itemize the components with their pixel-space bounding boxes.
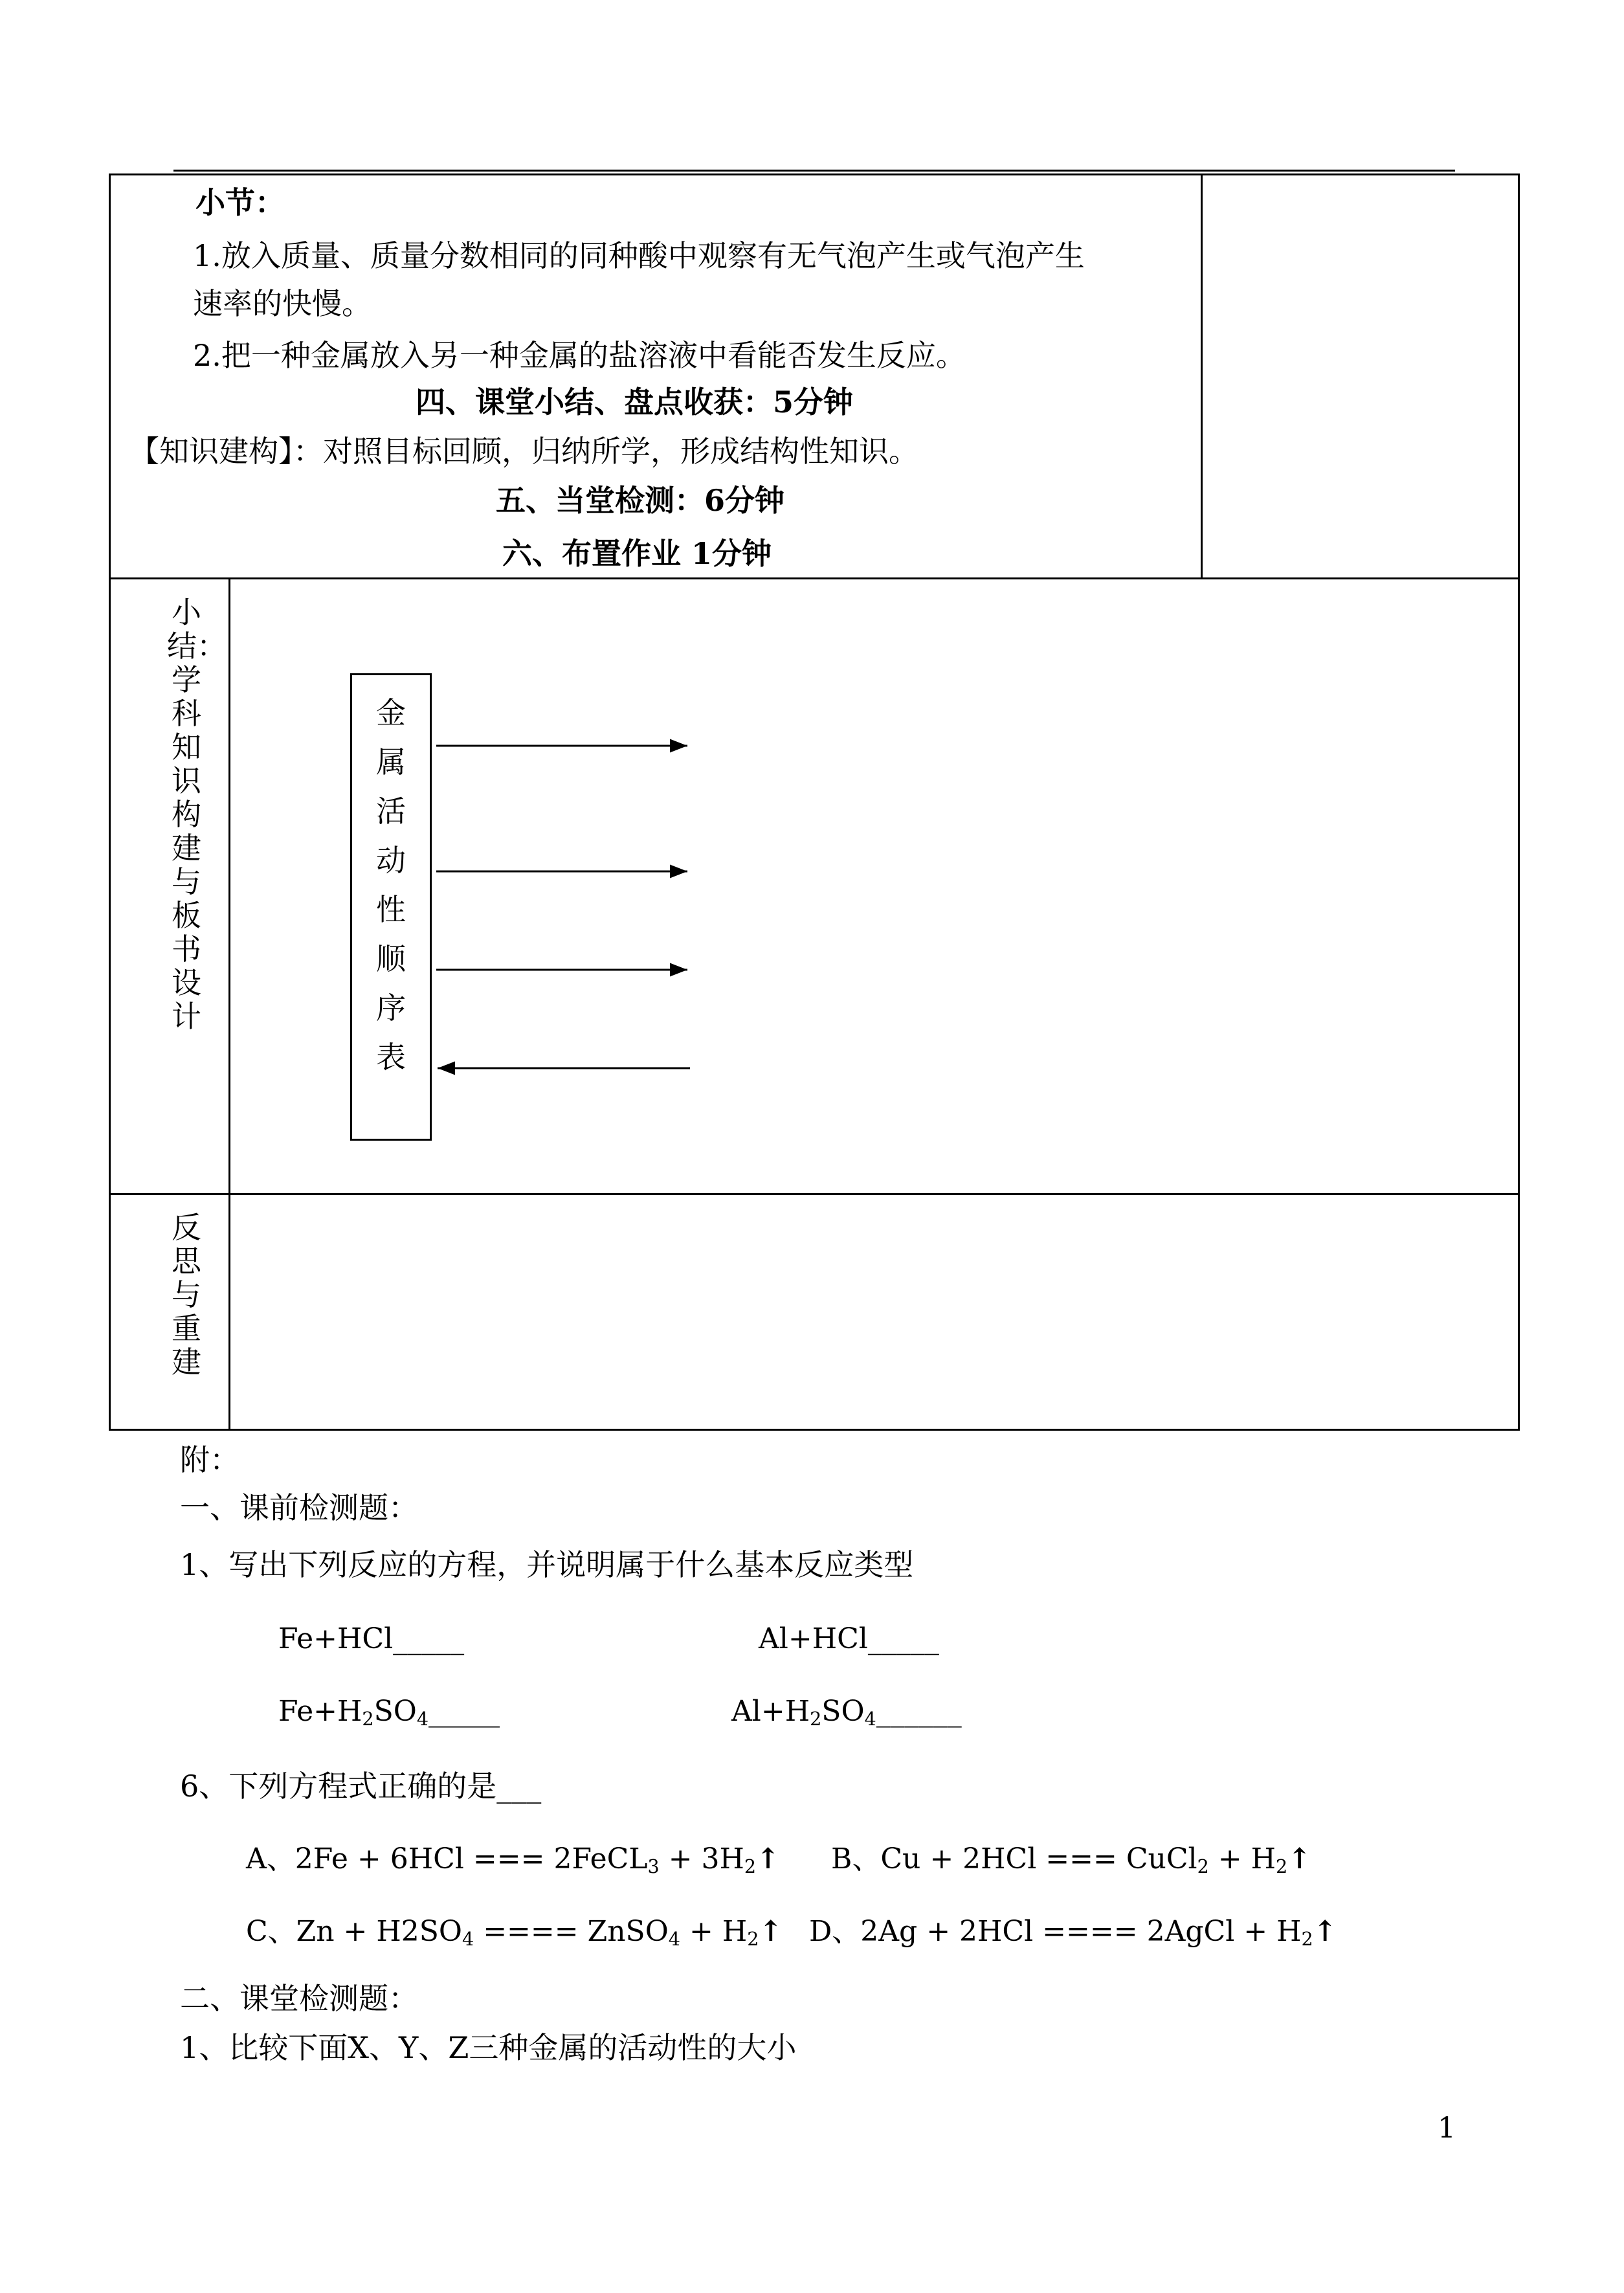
gas-arrow-icon: ↑ — [1313, 1915, 1337, 1948]
equation-fe-hcl: Fe+HCl_____ — [278, 1622, 465, 1655]
question-1: 1、写出下列反应的方程，并说明属于什么基本反应类型 — [180, 1547, 914, 1582]
section-heading: 小节： — [195, 185, 285, 220]
option-b: B、Cu + 2HCl === CuCl$_2$ + $H_2↑$ — [831, 1842, 1312, 1878]
method-item-1: 1.放入质量、质量分数相同的同种酸中观察有无气泡产生或气泡产生 — [193, 238, 1085, 273]
pre-class-test-title: 一、课前检测题： — [180, 1490, 418, 1525]
section-4-title: 四、课堂小结、盘点收获：5分钟 — [416, 385, 854, 419]
option-a: A、2Fe + 6HCl === 2FeCL$_3$ + $3H_2↑$ — [246, 1842, 780, 1878]
option-c: C、$Zn + H2SO_4$ ==== ZnSO$_4$ + $H_2↑$ — [246, 1915, 783, 1951]
method-item-2: 2.把一种金属放入另一种金属的盐溶液中看能否发生反应。 — [193, 338, 966, 373]
gas-arrow-icon: ↑ — [756, 1842, 780, 1875]
section-5-title: 五、当堂检测：6分钟 — [496, 483, 785, 518]
equation-al-hcl: Al+HCl_____ — [759, 1622, 939, 1655]
section-6-title: 六、布置作业 1分钟 — [502, 536, 772, 571]
question-6: 6、下列方程式正确的是___ — [180, 1769, 542, 1804]
question-compare-metals: 1、比较下面X、Y、Z三种金属的活动性的大小 — [180, 2030, 797, 2065]
activity-series-label: 金属活动性顺序表 — [376, 695, 406, 1075]
appendix-title: 附： — [180, 1442, 239, 1477]
method-item-1-cont: 速率的快慢。 — [193, 286, 372, 321]
reflection-label: 反思与重建 — [172, 1210, 201, 1380]
gas-arrow-icon: ↑ — [759, 1915, 783, 1948]
gas-arrow-icon: ↑ — [1287, 1842, 1312, 1875]
knowledge-construction: 【知识建构】：对照目标回顾，归纳所学，形成结构性知识。 — [129, 434, 918, 469]
page-number: 1 — [1438, 2112, 1456, 2145]
equation-fe-h2so4: $Fe+H_2SO_4\_\_\_\_\_$ — [278, 1695, 500, 1730]
in-class-test-title: 二、课堂检测题： — [180, 1981, 418, 2016]
option-d: D、2Ag + 2HCl ==== 2AgCl + $H_2↑$ — [809, 1915, 1337, 1951]
equation-al-h2so4: $Al+H_2SO_4\_\_\_\_\_\_$ — [731, 1695, 962, 1730]
summary-label: 小结：学科知识构建与板书设计 — [167, 595, 227, 1034]
